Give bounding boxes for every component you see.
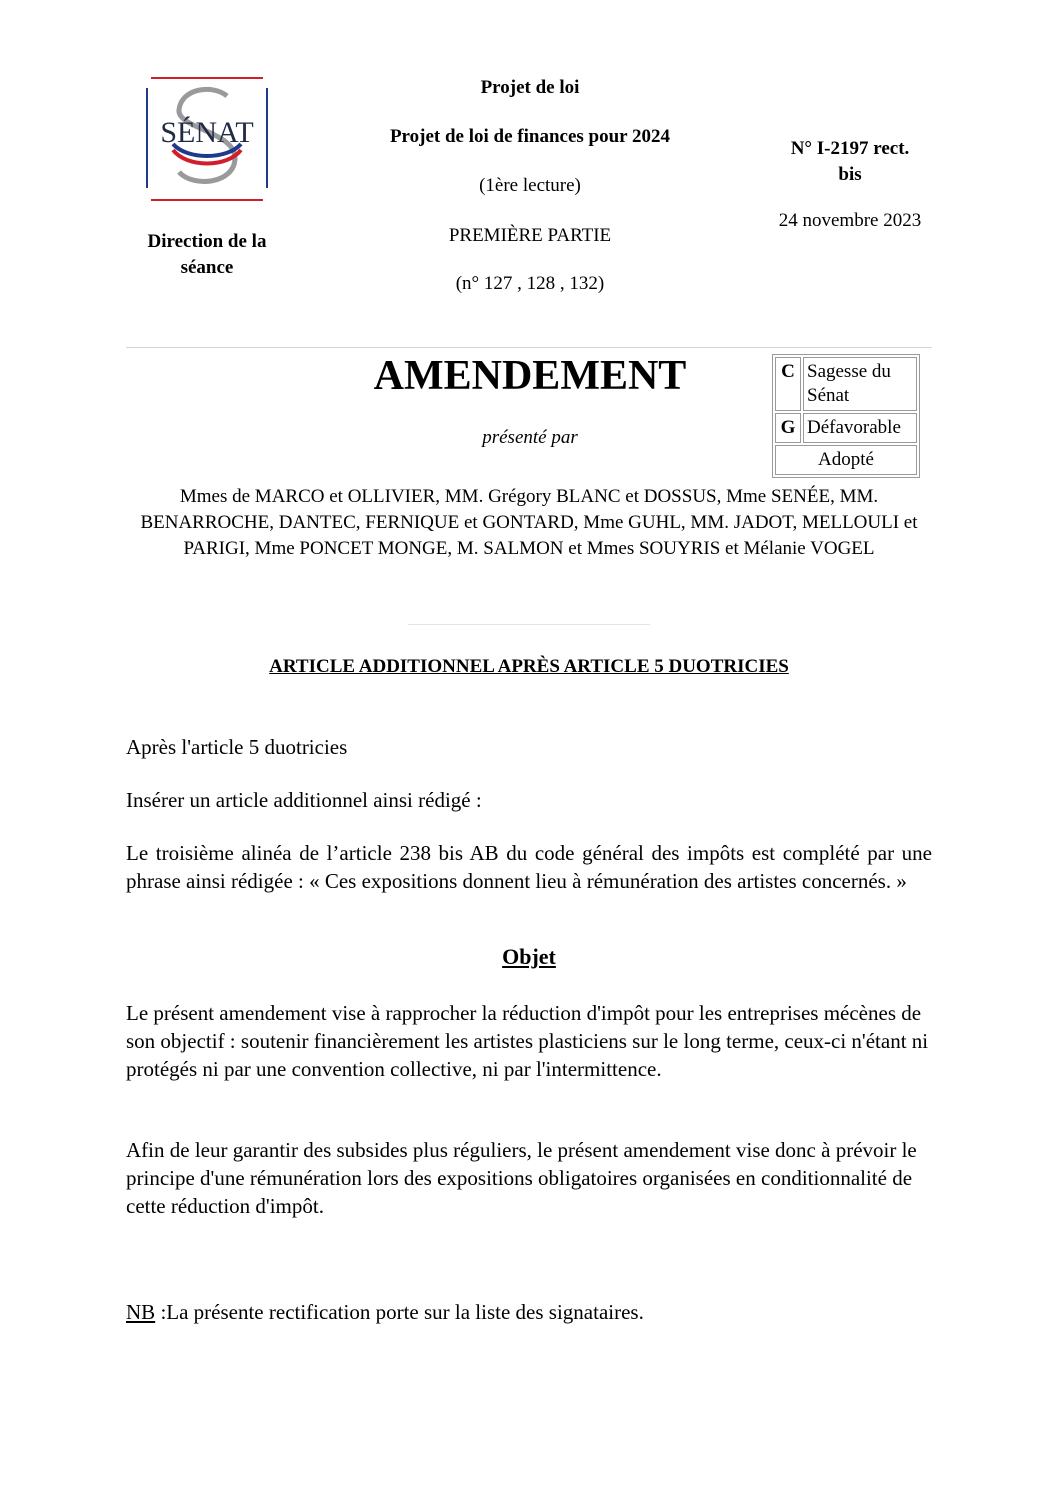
objet-paragraph: Le présent amendement vise à rapprocher la réduction d'impôt pour les entreprises mécènes de son objectif : soutenir financièrement les artistes plasticiens sur le long terme, ceux-ci n'étant ni protégés ni par une convention collective, ni par l'intermittence. (126, 1001, 929, 1081)
lecture: (1ère lecture) (479, 175, 581, 196)
avis-row (775, 357, 917, 411)
avis-label: Sagesse du Sénat (803, 357, 917, 411)
nb-text: :La présente rectification porte sur la liste des signataires. (155, 1300, 644, 1324)
senat-logo (143, 76, 271, 202)
partie: PREMIÈRE PARTIE (448, 225, 612, 246)
numero-amendement-line1: N° I-2197 rect. (790, 138, 910, 159)
avis-code: C (775, 357, 801, 411)
avis-table (772, 354, 920, 478)
nb-label: NB (126, 1300, 156, 1324)
dispositif-paragraph: Le troisième alinéa de l’article 238 bis AB du code général des impôts est complété par une phrase ainsi rédigée : « Ces expositions donnent lieu à rémunération des artistes concernés. » (126, 841, 932, 893)
avis-code: G (775, 413, 801, 443)
avis-row (775, 445, 917, 475)
article-heading: ARTICLE ADDITIONNEL APRÈS ARTICLE 5 DUOTRICIES (269, 656, 789, 677)
presente-par: présenté par (482, 427, 578, 448)
projet-label: Projet de loi (480, 77, 580, 98)
objet-heading: Objet (502, 944, 556, 969)
numero-amendement-line2: bis (838, 164, 862, 185)
avis-label: Adopté (775, 445, 917, 475)
dispositif-paragraph: Insérer un article additionnel ainsi rédigé : (126, 788, 482, 812)
textes-numeros: (n° 127 , 128 , 132) (455, 273, 605, 294)
senat-logo-graphic (143, 76, 271, 202)
authors-list: Mmes de MARCO et OLLIVIER, MM. Grégory BLANC et DOSSUS, Mme SENÉE, MM. BENARROCHE, DANTEC, FERNIQUE et GONTARD, Mme GUHL, MM. JADOT, MELLOULI et PARIGI, Mme PONCET MONGE, M. SALMON et Mmes SOUYRIS et Mélanie VOGEL (140, 486, 918, 559)
senat-logo-text: SÉNAT (160, 116, 254, 149)
dispositif-paragraph: Après l'article 5 duotricies (126, 735, 348, 759)
direction-label: Direction de la séance (147, 231, 267, 278)
header-divider (126, 347, 932, 348)
page-title: AMENDEMENT (373, 353, 687, 399)
numero-amendement (760, 136, 940, 188)
date: 24 novembre 2023 (778, 210, 922, 231)
section-divider (408, 624, 650, 625)
nb-note (126, 1298, 932, 1326)
avis-label: Défavorable (803, 413, 917, 443)
avis-row (775, 413, 917, 443)
projet-titre: Projet de loi de finances pour 2024 (389, 126, 671, 147)
objet-paragraph: Afin de leur garantir des subsides plus réguliers, le présent amendement vise donc à prévoir le principe d'une rémunération lors des expositions obligatoires organisées en conditionnalité de cette réduction d'impôt. (126, 1138, 917, 1218)
